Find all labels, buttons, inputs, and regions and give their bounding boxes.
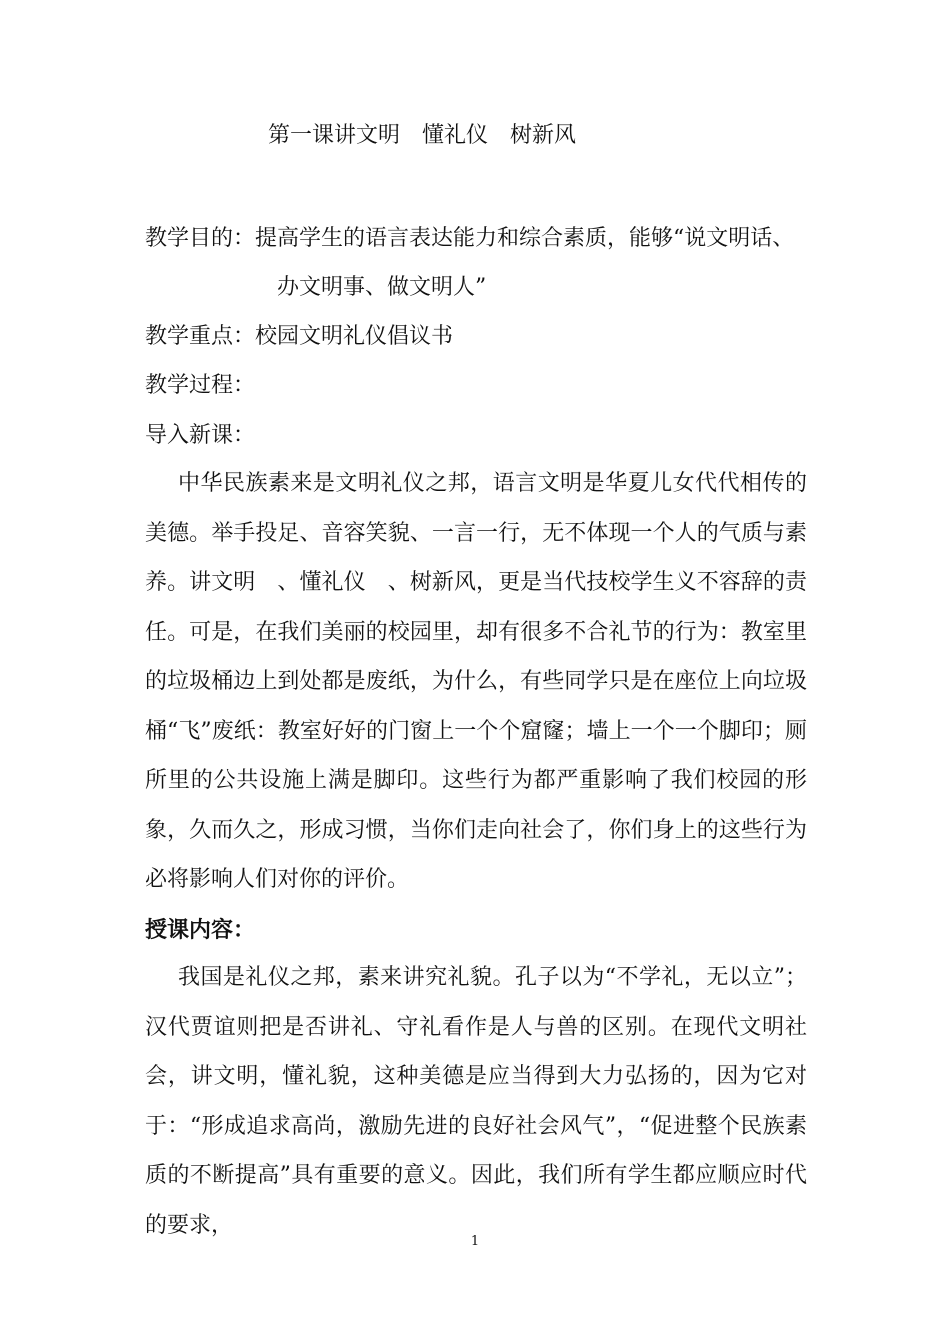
teaching-objective-line-2: 办文明事、做文明人” — [277, 275, 487, 300]
intro-heading: 导入新课： — [145, 423, 256, 448]
content-heading: 授课内容： — [145, 917, 256, 943]
lesson-title: 第一课讲文明 懂礼仪 树新风 — [268, 123, 577, 148]
teaching-objective-line-1: 教学目的：提高学生的语言表达能力和综合素质，能够“说文明话、 — [145, 226, 795, 251]
teaching-focus: 教学重点：校园文明礼仪倡议书 — [145, 324, 454, 349]
page-number: 1 — [470, 1234, 480, 1249]
teaching-process-heading: 教学过程： — [145, 373, 256, 398]
content-paragraph: 我国是礼仪之邦，素来讲究礼貌。孔子以为“不学礼，无以立”；汉代贾谊则把是否讲礼、守礼看作是人与兽的区别。在现代文明社会，讲文明，懂礼貌，这种美德是应当得到大力弘扬的，因为它对于：“形成追求高尚，激励先进的良好社会风气”，“促进整个民族素质的不断提高”具有重要的意义。因此，我们所有学生都应顺应时代的要求， — [145, 965, 807, 1238]
intro-paragraph: 中华民族素来是文明礼仪之邦，语言文明是华夏儿女代代相传的美德。举手投足、音容笑貌、一言一行，无不体现一个人的气质与素养。讲文明 、懂礼仪 、树新风，更是当代技校学生义不容辞的责任。可是，在我们美丽的校园里，却有很多不合礼节的行为：教室里的垃圾桶边上到处都是废纸，为什么，有些同学只是在座位上向垃圾桶“飞”废纸：教室好好的门窗上一个个窟窿；墙上一个一个脚印；厕所里的公共设施上满是脚印。这些行为都严重影响了我们校园的形象，久而久之，形成习惯，当你们走向社会了，你们身上的这些行为必将影响人们对你的评价。 — [145, 471, 807, 892]
